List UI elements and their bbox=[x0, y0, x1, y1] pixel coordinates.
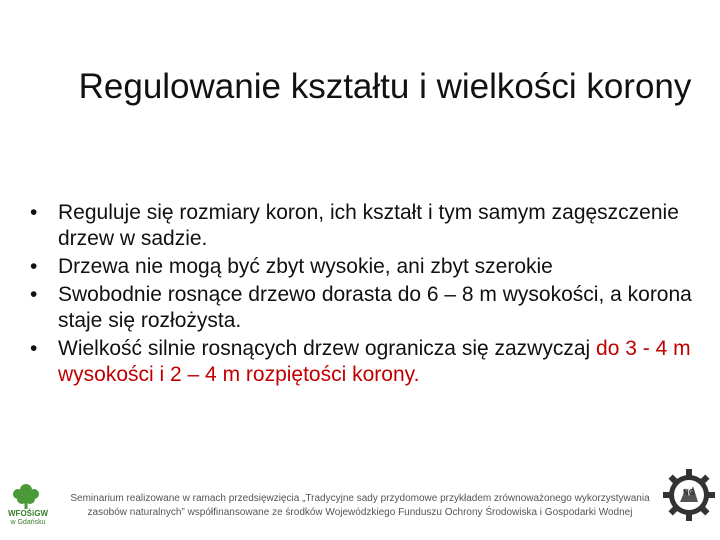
gear-emblem-text: NG bbox=[683, 488, 695, 497]
bullet-item bbox=[28, 282, 698, 334]
slide-title: Regulowanie kształtu i wielkości korony bbox=[78, 67, 692, 106]
footer-note: Seminarium realizowane w ramach przedsięwzięcia „Tradycyjne sady przydomowe przykładem zrównoważonego wykorzystywania zasobów naturalnych” współfinansowane ze środków Wojewódzkiego Funduszu Ochrony Środowiska i Gospodarki Wodnej bbox=[70, 493, 650, 518]
bullet-text: Wielkość silnie rosnących drzew ogranicza się zazwyczaj bbox=[58, 337, 597, 360]
bullet-marker: • bbox=[30, 255, 38, 278]
bullet-marker: • bbox=[30, 201, 38, 224]
bullet-text: Reguluje się rozmiary koron, ich kształt i tym samym zagęszczenie drzew w sadzie. bbox=[58, 201, 679, 250]
bullet-text: Swobodnie rosnące drzewo dorasta do 6 – 8 m wysokości, a korona staje się rozłożysta. bbox=[58, 283, 692, 332]
bullet-marker: • bbox=[30, 337, 38, 360]
bullet-item bbox=[28, 254, 698, 280]
wfosigw-logo-sub: w Gdańsku bbox=[10, 519, 46, 526]
bullet-highlight-text: do 3 - 4 m wysokości i 2 – 4 m rozpiętości korony. bbox=[58, 337, 691, 386]
bullet-item bbox=[28, 200, 698, 252]
bullet-marker: • bbox=[30, 283, 38, 306]
bullet-text: Drzewa nie mogą być zbyt wysokie, ani zbyt szerokie bbox=[58, 255, 553, 278]
bullet-list bbox=[28, 200, 698, 390]
wfosigw-logo-name: WFOŚiGW bbox=[8, 509, 48, 518]
bullet-item bbox=[28, 336, 698, 388]
